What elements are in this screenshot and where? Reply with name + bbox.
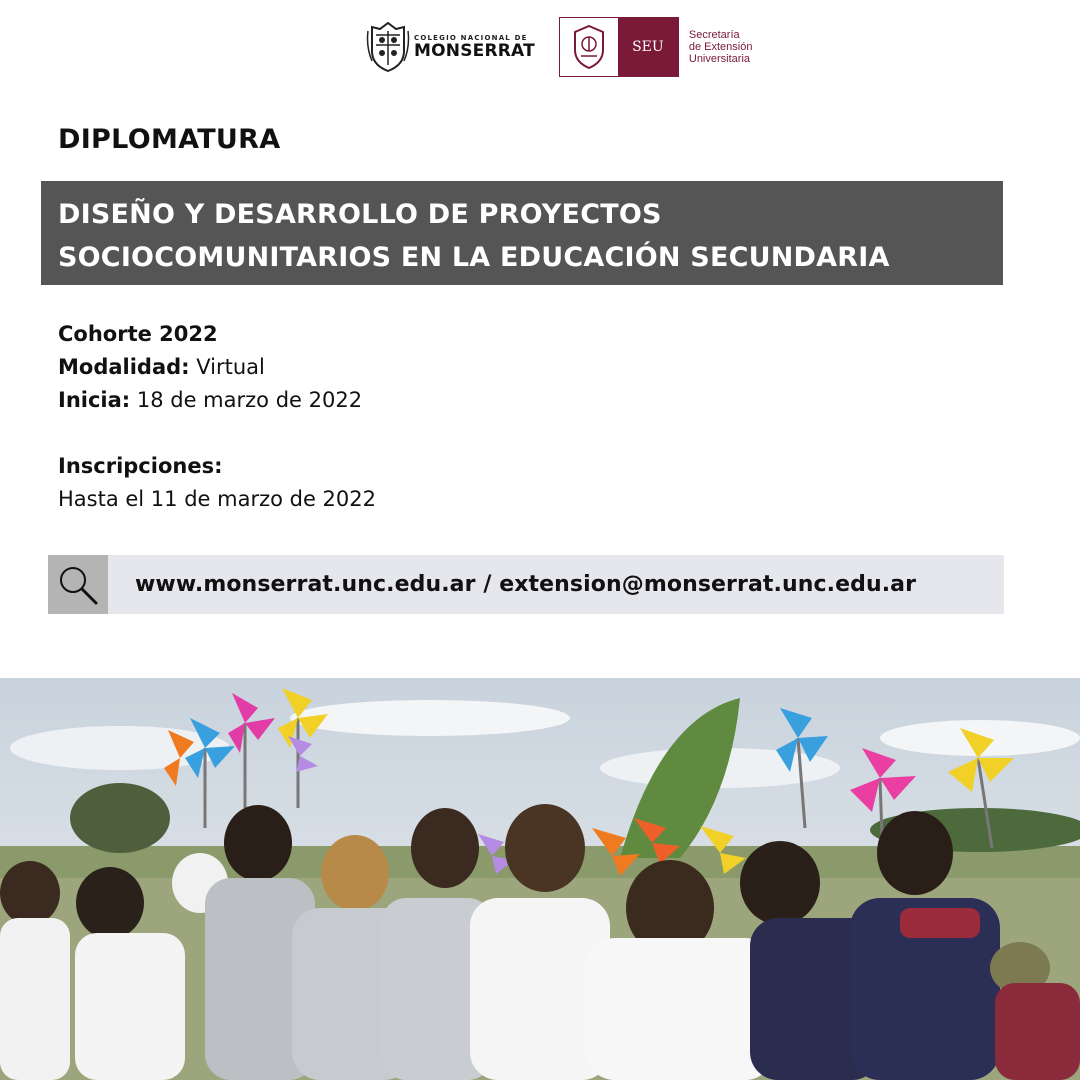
coat-of-arms-icon <box>366 21 410 73</box>
monserrat-big-text: MONSERRAT <box>414 41 535 61</box>
monserrat-logo <box>366 16 535 78</box>
contact-links[interactable]: www.monserrat.unc.edu.ar / extension@monserrat.unc.edu.ar <box>135 572 917 597</box>
seu-caption <box>689 29 753 65</box>
logos-header <box>366 16 752 78</box>
seu-caption-line: Secretaría <box>688 29 740 41</box>
seu-logo <box>559 17 679 77</box>
seu-caption-line: de Extensión <box>688 41 753 53</box>
title-line: DISEÑO Y DESARROLLO DE PROYECTOS <box>58 199 662 230</box>
monserrat-small-text: COLEGIO NACIONAL DE <box>414 34 528 42</box>
start-value: 18 de marzo de 2022 <box>130 388 363 412</box>
registration-value: Hasta el 11 de marzo de 2022 <box>58 487 377 511</box>
program-kicker: DIPLOMATURA <box>58 124 281 155</box>
registration-label: Inscripciones: <box>58 454 223 478</box>
seu-caption-line: Universitaria <box>688 53 751 65</box>
seu-crest-icon <box>569 24 609 70</box>
modality-value: Virtual <box>189 355 265 379</box>
modality-label: Modalidad: <box>58 355 190 379</box>
title-line: SOCIOCOMUNITARIOS EN LA EDUCACIÓN SECUNDARIA <box>58 242 890 273</box>
children-pinwheels-photo <box>0 678 1080 1080</box>
seu-label: SEU <box>618 18 678 76</box>
start-label: Inicia: <box>58 388 131 412</box>
search-icon <box>48 555 108 614</box>
info-block <box>58 318 376 516</box>
title-band <box>41 181 1003 285</box>
contact-bar <box>48 555 1004 614</box>
cohort-text: Cohorte 2022 <box>58 322 218 346</box>
